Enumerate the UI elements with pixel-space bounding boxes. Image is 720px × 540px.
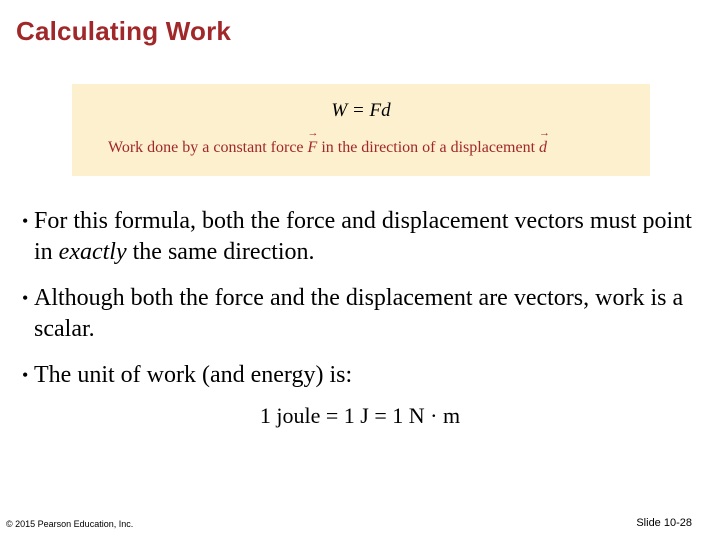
bullet-icon: • (22, 211, 29, 231)
bullet-icon: • (22, 365, 29, 385)
bullet-item (22, 283, 702, 345)
caption-text-1: Work done by a constant force (108, 139, 308, 156)
unit-equation: 1 joule = 1 J = 1 N · m (259, 403, 461, 428)
slide-title: Calculating Work (16, 16, 232, 46)
work-equation: W = Fd (331, 100, 391, 121)
bullet-text: Although both the force and the displacement are vectors, work is a scalar. (34, 285, 684, 342)
copyright-footer: © 2015 Pearson Education, Inc. (6, 519, 134, 529)
formula-caption (108, 139, 547, 157)
caption-text-2: in the direction of a displacement (317, 139, 540, 156)
formula-box (72, 84, 650, 176)
bullet-emphasis: exactly (58, 239, 127, 265)
bullet-icon: • (22, 288, 29, 308)
bullet-item (22, 206, 702, 268)
slide-number: Slide 10-28 (636, 517, 692, 529)
bullet-text-end: the same direction. (126, 239, 315, 265)
bullet-item (22, 360, 702, 391)
force-vector-symbol: → F (308, 139, 318, 156)
bullet-text: For this formula, both the force and displacement vectors must point in (34, 208, 692, 265)
displacement-vector-symbol: → d (539, 139, 547, 156)
bullet-text: The unit of work (and energy) is: (34, 362, 353, 388)
bullet-list (22, 206, 702, 406)
